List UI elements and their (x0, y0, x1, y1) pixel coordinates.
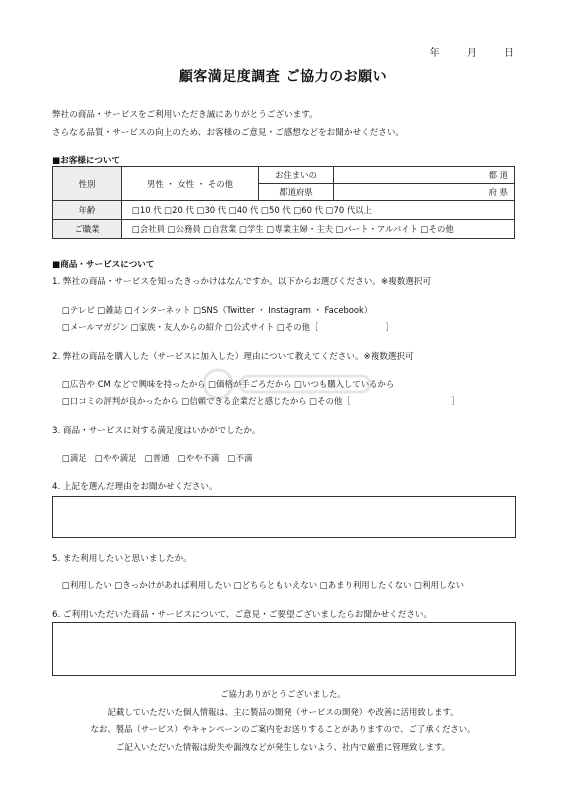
intro-line-2: さらなる品質・サービスの向上のため、お客様のご意見・ご感想などをお聞かせください。 (52, 128, 405, 138)
page-title: 顧客満足度調査 ご協力のお願い (178, 69, 388, 85)
logo-watermark-icon (200, 366, 380, 402)
question-4: 4. 上記を選んだ理由をお聞かせください。 (52, 482, 218, 492)
customer-section-heading: ■お客様について (52, 156, 121, 166)
question-1-options-row-1[interactable]: □テレビ □雑誌 □インターネット □SNS（Twitter ・ Instagram ・ Facebook） (62, 305, 373, 315)
age-options[interactable]: □10 代 □20 代 □30 代 □40 代 □50 代 □60 代 □70 代以上 (122, 201, 515, 220)
date-day: 日 (504, 48, 514, 59)
age-label: 年齢 (53, 201, 122, 220)
question-3-options[interactable]: □満足 □やや満足 □普通 □やや不満 □不満 (62, 453, 253, 463)
question-5: 5. また利用したいと思いましたか。 (52, 554, 192, 564)
closing-thanks: ご協力ありがとうございました。 (220, 689, 346, 699)
question-4-answer-box[interactable] (52, 496, 516, 538)
question-6: 6. ご利用いただいた商品・サービスについて、ご意見・ご要望ございましたらお聞かせください。 (52, 610, 433, 620)
gender-options[interactable]: 男性 ・ 女性 ・ その他 (122, 167, 259, 201)
question-5-options[interactable]: □利用したい □きっかけがあれば利用したい □どちらともいえない □あまり利用したくない □利用しない (62, 580, 464, 590)
question-2-options-row-2[interactable]: □口コミの評判が良かったから □信頼できる企業だと感じたから □その他［ ］ (62, 396, 460, 406)
closing-line-3: ご記入いただいた情報は紛失や漏洩などが発生しないよう、社内で厳重に管理致します。 (115, 742, 451, 752)
question-6-answer-box[interactable] (52, 622, 516, 676)
product-section-heading: ■商品・サービスについて (52, 260, 155, 270)
closing-line-2: なお、製品（サービス）やキャンペーンのご案内をお送りすることがありますので、ご了承ください。 (90, 724, 476, 734)
residence-label-2: 都道府県 (259, 184, 334, 201)
job-options[interactable]: □会社員 □公務員 □自営業 □学生 □専業主婦・主夫 □パート・アルバイト □その他 (122, 220, 515, 239)
closing-line-1: 記載していただいた個人情報は、主に製品の開発（サービスの開発）や改善に活用致します。 (107, 707, 459, 717)
question-2: 2. 弊社の商品を購入した（サービスに加入した）理由について教えてください。※複数選択可 (52, 352, 414, 362)
date-line (406, 44, 514, 59)
question-1: 1. 弊社の商品・サービスを知ったきっかけはなんですか。以下からお選びください。※複数選択可 (52, 277, 432, 287)
prefecture-suffix-2[interactable]: 府 県 (334, 184, 515, 201)
customer-info-table (52, 166, 515, 239)
intro-line-1: 弊社の商品・サービスをご利用いただき誠にありがとうございます。 (52, 110, 318, 120)
question-1-options-row-2[interactable]: □メールマガジン □家族・友人からの紹介 □公式サイト □その他［ ］ (62, 322, 394, 332)
gender-label: 性別 (53, 167, 122, 201)
residence-label-1: お住まいの (259, 167, 334, 184)
question-2-options-row-1[interactable]: □広告や CM などで興味を持ったから □価格が手ごろだから □いつも購入しているから (62, 379, 395, 389)
date-year: 年 (429, 48, 440, 59)
question-3: 3. 商品・サービスに対する満足度はいかがでしたか。 (52, 426, 261, 436)
job-label: ご職業 (53, 220, 122, 239)
date-month: 月 (466, 48, 477, 59)
prefecture-suffix-1[interactable]: 都 道 (334, 167, 515, 184)
